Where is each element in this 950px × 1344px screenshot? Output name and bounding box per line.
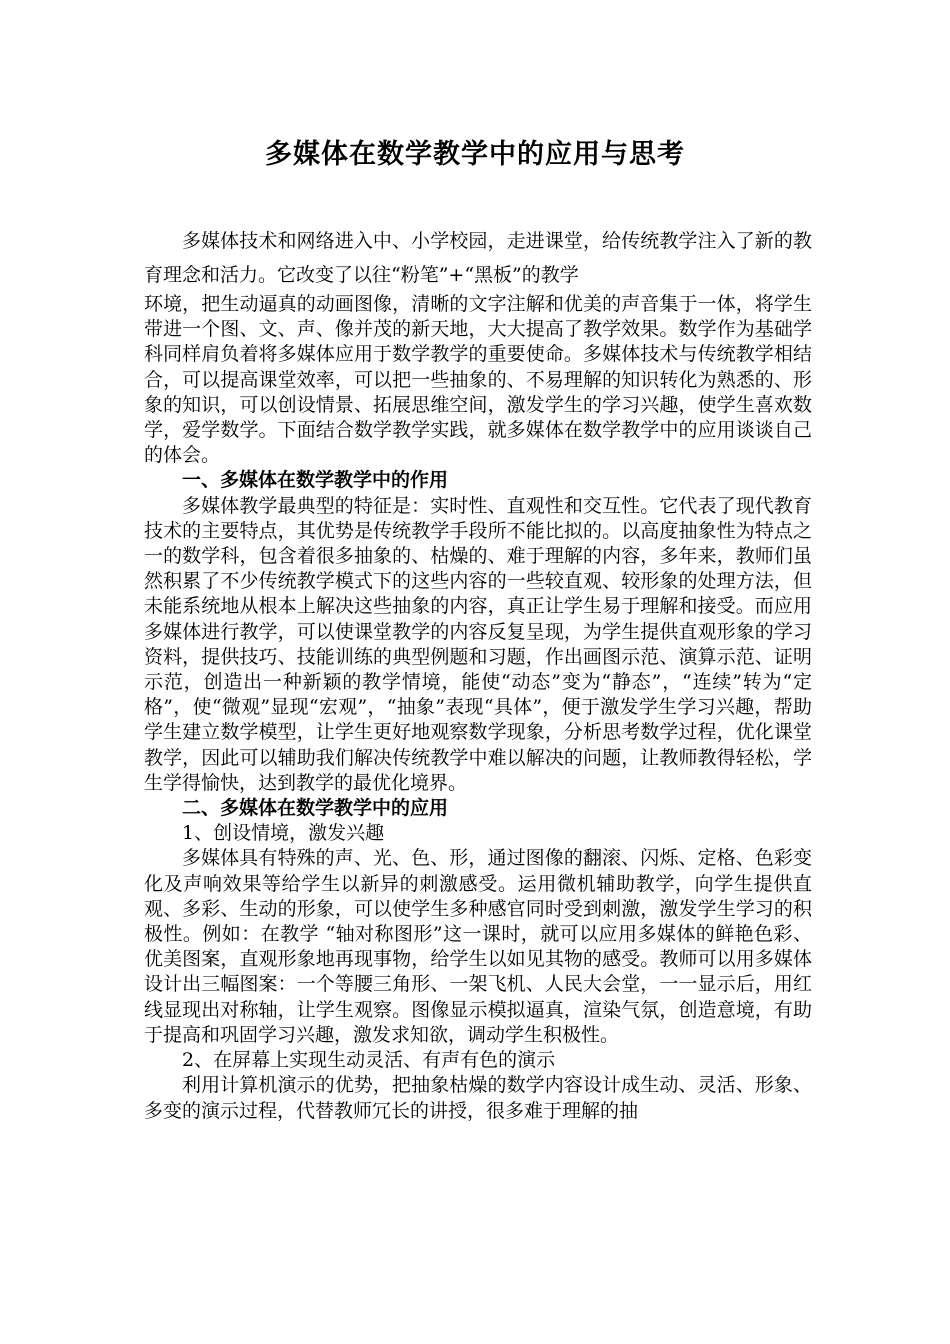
section-heading-1: 一、多媒体在数学教学中的作用 xyxy=(182,469,449,492)
document-body xyxy=(144,224,812,1124)
section-1-paragraph: 多媒体教学最典型的特征是：实时性、直观性和交互性。它代表了现代教育技术的主要特点，其优势是传统教学手段所不能比拟的。以高度抽象性为特点之一的数学科，包含着很多抽象的、枯燥的、难于理解的内容，多年来，教师们虽然积累了不少传统教学模式下的这些内容的一些较直观、较形象的处理方法，但未能系统地从根本上解决这些抽象的内容，真正让学生易于理解和接受。而应用多媒体进行教学，可以使课堂教学的内容反复呈现，为学生提供直观形象的学习资料，提供技巧、技能训练的典型例题和习题，作出画图示范、演算示范、证明示范，创造出一种新颖的教学情境，能使“动态”变为“静态”，“连续”转为“定格”，使“微观”显现“宏观”，“抽象”表现“具体”，便于激发学生学习兴趣，帮助学生建立数学模型，让学生更好地观察数学现象，分析思考数学过程，优化课堂教学，因此可以辅助我们解决传统教学中难以解决的问题，让教师教得轻松，学生学得愉快，达到教学的最优化境界。 xyxy=(144,494,812,794)
subsection-2-paragraph: 利用计算机演示的优势，把抽象枯燥的数学内容设计成生动、灵活、形象、多变的演示过程，代替教师冗长的讲授，很多难于理解的抽 xyxy=(144,1074,812,1122)
subsection-heading-1: 1、创设情境，激发兴趣 xyxy=(182,822,385,845)
section-heading-2: 二、多媒体在数学教学中的应用 xyxy=(182,797,449,820)
document-title: 多媒体在数学教学中的应用与思考 xyxy=(265,139,685,170)
intro-paragraph-continued: 环境，把生动逼真的动画图像，清晰的文字注解和优美的声音集于一体，将学生带进一个图、文、声、像并茂的新天地，大大提高了教学效果。数学作为基础学科同样肩负着将多媒体应用于数学教学的重要使命。多媒体技术与传统教学相结合，可以提高课堂效率，可以把一些抽象的、不易理解的知识转化为熟悉的、形象的知识，可以创设情景、拓展思维空间，激发学生的学习兴趣，使学生喜欢数学，爱学数学。下面结合数学教学实践，就多媒体在数学教学中的应用谈谈自己的体会。 xyxy=(144,293,812,467)
subsection-1-paragraph: 多媒体具有特殊的声、光、色、形，通过图像的翻滚、闪烁、定格、色彩变化及声响效果等给学生以新异的刺激感受。运用微机辅助教学，向学生提供直观、多彩、生动的形象，可以使学生多种感官同时受到刺激，激发学生学习的积极性。例如：在教学 “轴对称图形”这一课时，就可以应用多媒体的鲜艳色彩、优美图案，直观形象地再现事物，给学生以如见其物的感受。教师可以用多媒体设计出三幅图案：一个等腰三角形、一架飞机、人民大会堂，一一显示后，用红线显现出对称轴，让学生观察。图像显示模拟逼真，渲染气氛，创造意境，有助于提高和巩固学习兴趣，激发求知欲，调动学生积极性。 xyxy=(144,847,812,1046)
intro-paragraph-start: 多媒体技术和网络进入中、小学校园，走进课堂，给传统教学注入了新的教育理念和活力。它改变了以往“粉笔”+“黑板”的教学 xyxy=(144,230,812,286)
subsection-heading-2: 2、在屏幕上实现生动灵活、有声有色的演示 xyxy=(182,1049,556,1072)
